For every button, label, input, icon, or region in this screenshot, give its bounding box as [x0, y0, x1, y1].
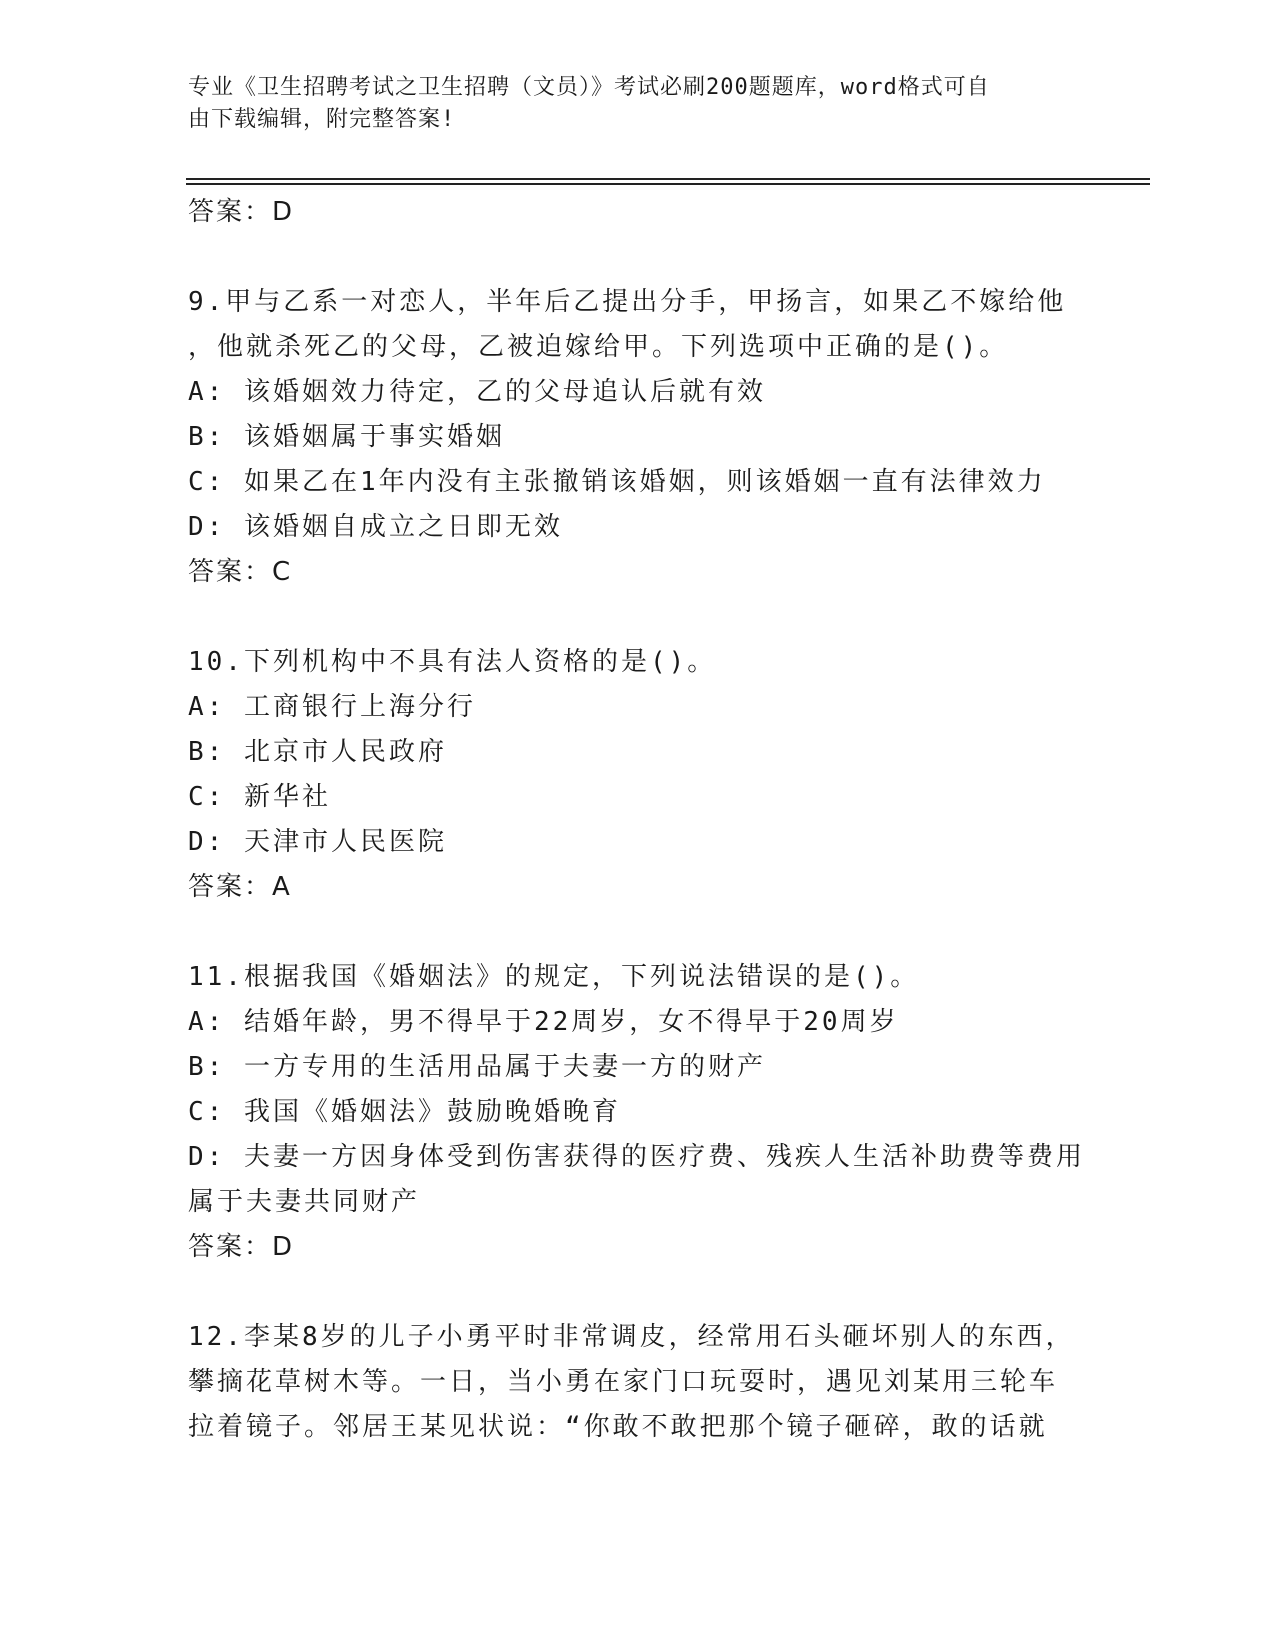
question-stem: 9.甲与乙系一对恋人，半年后乙提出分手，甲扬言，如果乙不嫁给他 [188, 287, 1067, 317]
question-10 [188, 640, 1088, 910]
spacer [188, 595, 1088, 640]
option-b: B: 该婚姻属于事实婚姻 [188, 422, 505, 452]
question-stem: ，他就杀死乙的父母，乙被迫嫁给甲。下列选项中正确的是()。 [188, 332, 1009, 362]
option-d: D: 天津市人民医院 [188, 827, 447, 857]
question-list [188, 190, 1088, 1450]
question-12 [188, 1315, 1088, 1450]
spacer [188, 910, 1088, 955]
option-a: A: 该婚姻效力待定，乙的父母追认后就有效 [188, 377, 766, 407]
question-stem: 12.李某8岁的儿子小勇平时非常调皮，经常用石头砸坏别人的东西， [188, 1322, 1075, 1352]
spacer [188, 235, 1088, 280]
option-a: A: 工商银行上海分行 [188, 692, 476, 722]
spacer [188, 1270, 1088, 1315]
header-line-1: 专业《卫生招聘考试之卫生招聘（文员）》考试必刷200题题库，word格式可自 [188, 75, 990, 100]
option-b: B: 一方专用的生活用品属于夫妻一方的财产 [188, 1052, 766, 1082]
option-d-continued: 属于夫妻共同财产 [188, 1187, 421, 1217]
question-9 [188, 280, 1088, 595]
question-stem: 11.根据我国《婚姻法》的规定，下列说法错误的是()。 [188, 962, 920, 992]
question-11 [188, 955, 1088, 1270]
question-stem: 10.下列机构中不具有法人资格的是()。 [188, 647, 717, 677]
answer-label: 答案：D [188, 1232, 295, 1262]
option-c: C: 新华社 [188, 782, 331, 812]
question-stem: 拉着镜子。邻居王某见状说：“你敢不敢把那个镜子砸碎，敢的话就 [188, 1412, 1048, 1442]
header-line-2: 由下载编辑，附完整答案! [188, 107, 456, 132]
answer-label: 答案：C [188, 557, 293, 587]
option-c: C: 我国《婚姻法》鼓励晚婚晚育 [188, 1097, 621, 1127]
header-divider-top [186, 178, 1150, 180]
option-b: B: 北京市人民政府 [188, 737, 447, 767]
option-c: C: 如果乙在1年内没有主张撤销该婚姻，则该婚姻一直有法律效力 [188, 467, 1046, 497]
header-divider-bottom [186, 183, 1150, 185]
answer-label: 答案：A [188, 872, 292, 902]
option-a: A: 结婚年龄，男不得早于22周岁，女不得早于20周岁 [188, 1007, 899, 1037]
option-d: D: 夫妻一方因身体受到伤害获得的医疗费、残疾人生活补助费等费用 [188, 1142, 1085, 1172]
previous-answer: 答案：D [188, 197, 295, 227]
option-d: D: 该婚姻自成立之日即无效 [188, 512, 563, 542]
question-stem: 攀摘花草树木等。一日，当小勇在家门口玩耍时，遇见刘某用三轮车 [188, 1367, 1059, 1397]
page-header [188, 72, 1068, 136]
